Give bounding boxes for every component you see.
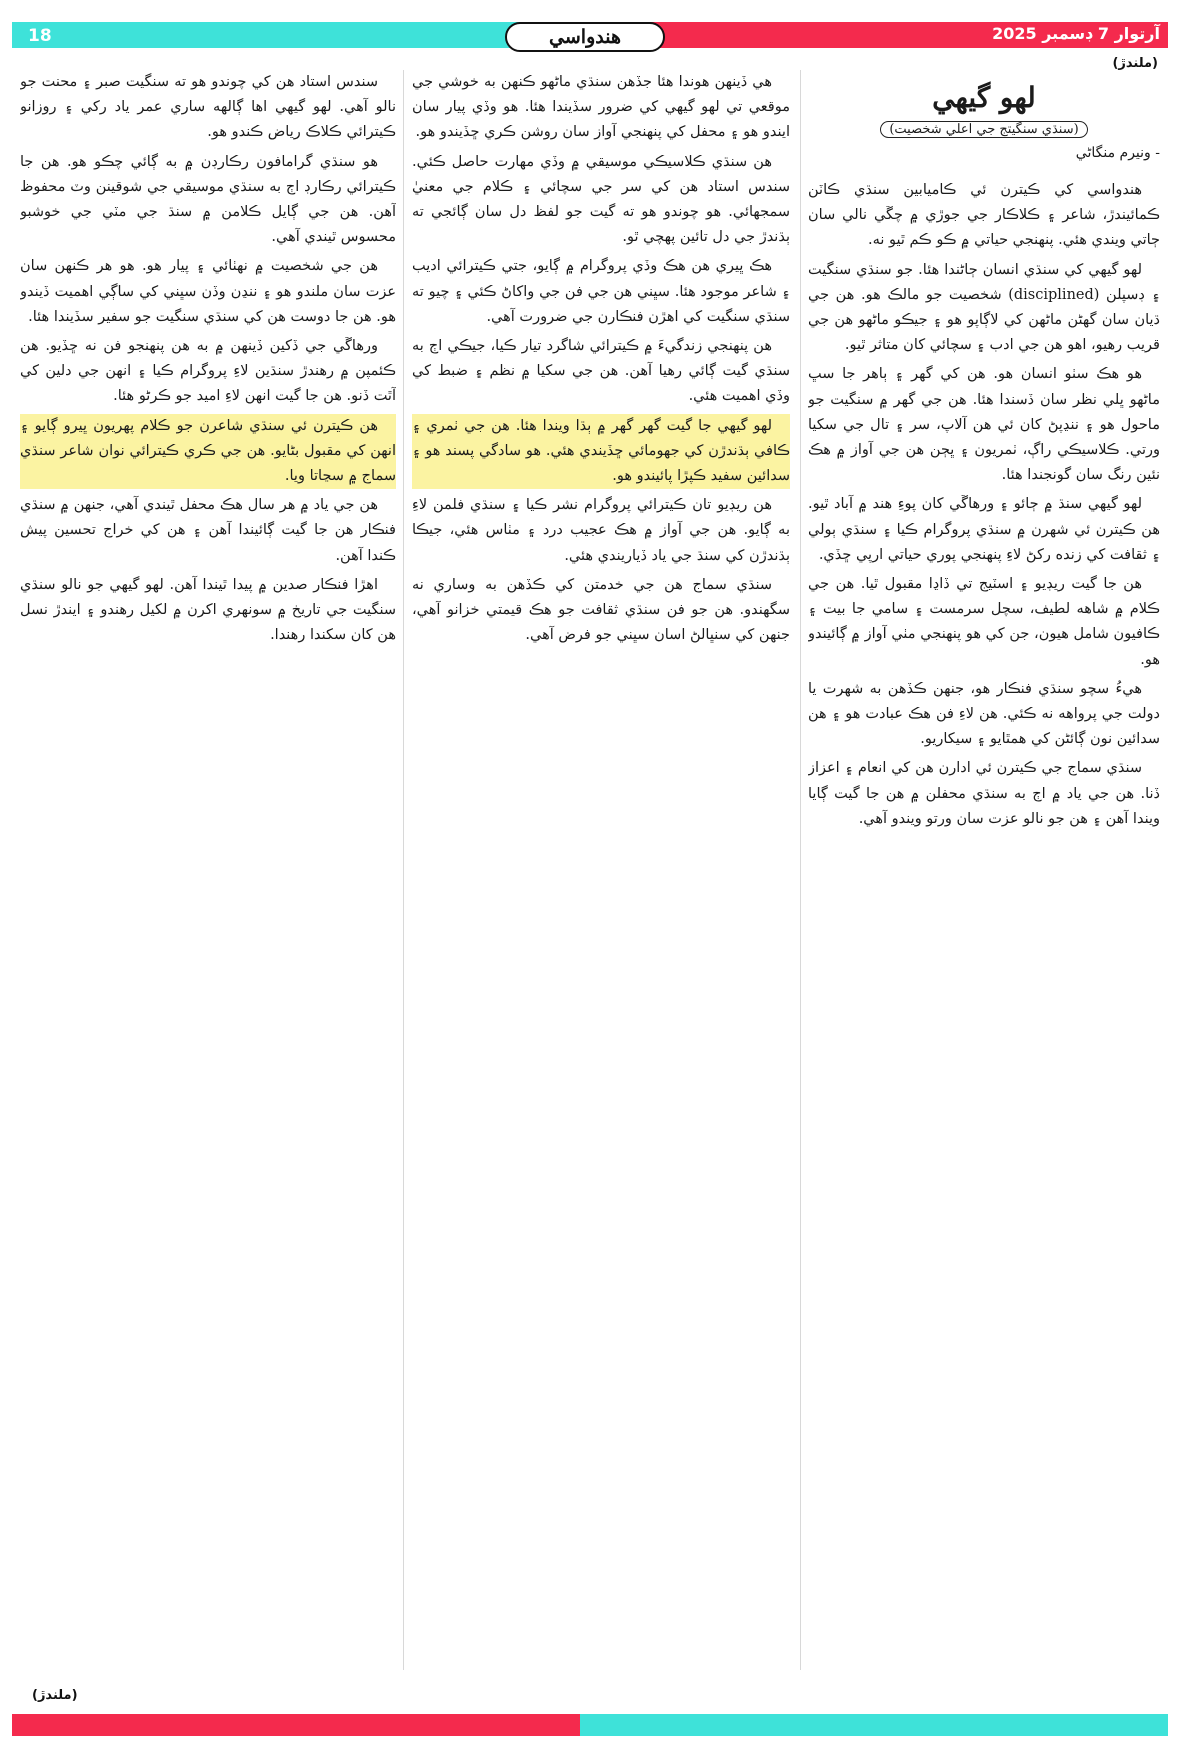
paragraph: هي ڏينهن هوندا هئا جڏهن سنڌي ماڻهو ڪنهن به خوشي جي موقعي تي لھو گيھي کي ضرور سڏيندا هئا. هو وڏي پيار سان ايندو هو ۽ محفل کي پنهنجي آواز سان روشن ڪري ڇڏيندو هو.: [412, 74, 790, 141]
paragraph: لھو گيھي سنڌ ۾ ڄائو ۽ ورهاڱي کان پوءِ هند ۾ آباد ٿيو. هن ڪيترن ئي شهرن ۾ سنڌي پروگرام ڪيا ۽ سنڌي ٻولي ۽ ثقافت کي زنده رکڻ لاءِ پنهنجي پوري حياتي ارپي ڇڏي.: [808, 496, 1160, 563]
footer-bar: [12, 1714, 1168, 1736]
highlighted-paragraph: هن ڪيترن ئي سنڌي شاعرن جو ڪلام پهريون ڀيرو ڳايو ۽ انهن کي مقبول بڻايو. هن جي ڪري ڪيترائي نوان شاعر سنڌي سماج ۾ سڃاتا ويا.: [20, 414, 396, 490]
highlighted-paragraph: لھو گيھي جا گيت گھر گھر ۾ ٻڌا ويندا هئا. هن جي ٺمري ۽ ڪافي ٻڌندڙن کي جهومائي ڇڏيندي هئي. هو سادگي پسند هو ۽ سدائين سفيد ڪپڙا پائيندو هو.: [412, 414, 790, 490]
article-column-middle: [412, 70, 790, 1678]
article-title: لھو گيھي: [932, 81, 1036, 114]
paragraph: هن جي شخصيت ۾ نهٺائي ۽ پيار هو. هو هر ڪنهن سان عزت سان ملندو هو ۽ ننڍن وڏن سڀني کي ساڳي اهميت ڏيندو هو. هن جا دوست هن کي سنڌي سنگيت جو سفير سڏيندا هئا.: [20, 258, 396, 325]
paragraph: ھندواسي کي ڪيترن ئي ڪاميابين سنڌي ڪاٽن ڪمائيندڙ، شاعر ۽ ڪلاڪار جي جوڙي ۾ چڱي نالي سان ڄاتي ويندي هئي. پنهنجي حياتي ۾ ڪو ڪم ٿيو نه.: [808, 182, 1160, 249]
continued-label-bottom: (ملندڙ): [32, 1688, 78, 1703]
paragraph: هو هڪ سٺو انسان هو. هن کي گهر ۽ ٻاهر جا سڀ ماڻهو ڀلي نظر سان ڏسندا هئا. هن جي گهر ۾ سنگيت جو ماحول هو ۽ ننڍپڻ کان ئي هن آلاپ، سر ۽ تال جي سکيا ورتي. ڪلاسيڪي راڳ، ٺمريون ۽ ڀڄن هن جي آواز ۾ هڪ نئين رنگ سان گونجندا هئا.: [808, 366, 1160, 484]
page-number: 18: [28, 26, 52, 46]
continued-label-top: (ملندڙ): [1112, 56, 1158, 71]
paragraph: لھو گيھي کي سنڌي انسان ڄاڻندا هئا. جو سنڌي سنگيت ۽ ڊسپلن (disciplined) شخصيت جو مالڪ هو. هن جي ڌيان سان گهڻن ماڻهن کي لاڳاپو هو ۽ جيڪو ماڻهو هن جي قريب رهيو، اهو هن جي ادب ۽ سچائي کان متاثر ٿيو.: [808, 261, 1160, 354]
paragraph: هڪ ڀيري هن هڪ وڏي پروگرام ۾ ڳايو، جتي ڪيترائي اديب ۽ شاعر موجود هئا. سڀني هن جي فن جي واکاڻ ڪئي ۽ چيو ته سنڌي سنگيت کي اهڙن فنڪارن جي ضرورت آهي.: [412, 258, 790, 325]
paragraph: هن ريڊيو تان ڪيترائي پروگرام نشر ڪيا ۽ سنڌي فلمن لاءِ به ڳايو. هن جي آواز ۾ هڪ عجيب درد ۽ مٺاس هئي، جيڪا ٻڌندڙن کي سنڌ جي ياد ڏياريندي هئي.: [412, 497, 790, 564]
article-column-right: [808, 70, 1160, 1682]
footer-bar-cyan: [580, 1714, 1168, 1736]
article-column-left: [20, 70, 396, 1678]
paragraph: هن جي ياد ۾ هر سال هڪ محفل ٿيندي آهي، جنهن ۾ سنڌي فنڪار هن جا گيت ڳائيندا آهن ۽ هن کي خراج تحسين پيش ڪندا آهن.: [20, 497, 396, 564]
paragraph: اهڙا فنڪار صدين ۾ پيدا ٿيندا آهن. لھو گيھي جو نالو سنڌي سنگيت جي تاريخ ۾ سونهري اکرن ۾ لکيل رهندو ۽ ايندڙ نسل هن کان سکندا رهندا.: [20, 576, 396, 644]
paragraph: سنڌي سماج جي ڪيترن ئي ادارن هن کي انعام ۽ اعزاز ڏنا. هن جي ياد ۾ اڄ به سنڌي محفلن ۾ هن جا گيت ڳايا ويندا آهن ۽ هن جو نالو عزت سان ورتو ويندو آهي.: [808, 760, 1160, 827]
article-byline: - ونيرم منگاڻي: [1075, 145, 1160, 161]
paragraph: هن جا گيت ريڊيو ۽ اسٽيج تي ڏاڍا مقبول ٿيا. هن جي ڪلام ۾ شاهه لطيف، سچل سرمست ۽ سامي جا بيت ۽ ڪافيون شامل هيون، جن کي هو پنهنجي مٺي آواز ۾ ڳائيندو هو.: [808, 576, 1160, 668]
paragraph: ورهاڱي جي ڏکين ڏينهن ۾ به هن پنهنجو فن نه ڇڏيو. هن ڪئمپن ۾ رهندڙ سنڌين لاءِ پروگرام ڪيا ۽ انهن جي دلين کي آٿت ڏنو. هن جا گيت انهن لاءِ اميد جو ڪرڻو هئا.: [20, 338, 396, 405]
paragraph: هو سنڌي گرامافون رڪارڊن ۾ به ڳائي چڪو هو. هن جا ڪيترائي رڪارڊ اڄ به سنڌي موسيقي جي شوقينن وٽ محفوظ آهن. هن جي ڳايل ڪلامن ۾ سنڌ جي مٽي جي خوشبو محسوس ٿيندي آهي.: [20, 153, 396, 246]
article-subtitle-text: (سنڌي سنگيتج جي اعلي شخصيت): [880, 121, 1087, 138]
column-divider: [403, 70, 404, 1670]
paragraph: هن پنهنجي زندگيءَ ۾ ڪيترائي شاگرد تيار ڪيا، جيڪي اڄ به سنڌي گيت ڳائي رهيا آهن. هن جي سکيا ۾ نظم ۽ ضبط کي وڏي اهميت هئي.: [412, 338, 790, 405]
paragraph: هيءُ سچو سنڌي فنڪار هو، جنهن ڪڏهن به شهرت يا دولت جي پرواهه نه ڪئي. هن لاءِ فن هڪ عبادت هو ۽ هن سدائين نون ڳائڻن کي همٿايو ۽ سيکاريو.: [808, 680, 1160, 748]
paragraph: سندس استاد هن کي چوندو هو ته سنگيت صبر ۽ محنت جو نالو آهي. لھو گيھي اها ڳالهه ساري عمر ياد رکي ۽ روزانو ڪيترائي ڪلاڪ رياض ڪندو هو.: [20, 74, 396, 141]
column-divider: [800, 70, 801, 1670]
article-subtitle: [808, 120, 1160, 140]
masthead-logo: هندواسي: [505, 22, 665, 52]
issue-date: آرتوار 7 ڊسمبر 2025: [992, 24, 1160, 43]
paragraph: سنڌي سماج هن جي خدمتن کي ڪڏهن به وساري نه سگهندو. هن جو فن سنڌي ثقافت جو هڪ قيمتي خزانو آهي، جنهن کي سنڀالڻ اسان سڀني جو فرض آهي.: [412, 576, 790, 644]
footer-bar-red: [12, 1714, 580, 1736]
paragraph: هن سنڌي ڪلاسيڪي موسيقي ۾ وڏي مهارت حاصل ڪئي. سندس استاد هن کي سر جي سچائي ۽ ڪلام جي معنيٰ سمجهائي. هو چوندو هو ته گيت جو لفظ دل سان ڳائجي ته ٻڌندڙ جي دل تائين پهچي ٿو.: [412, 153, 790, 246]
